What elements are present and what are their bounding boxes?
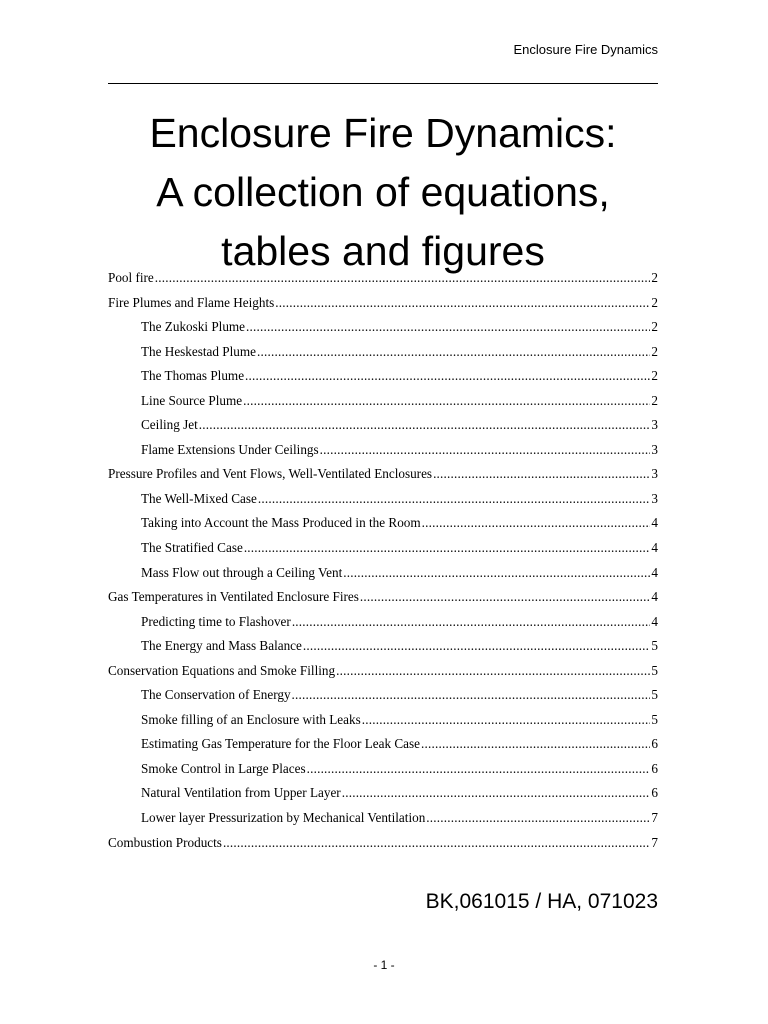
toc-entry[interactable] bbox=[108, 291, 658, 316]
toc-entry-page: 3 bbox=[651, 441, 658, 457]
toc-entry[interactable] bbox=[108, 659, 658, 684]
toc-dot-leader bbox=[155, 266, 651, 291]
toc-entry[interactable] bbox=[108, 634, 658, 659]
toc-entry-page: 4 bbox=[651, 564, 658, 580]
toc-dot-leader bbox=[258, 487, 651, 512]
toc-entry-title: Estimating Gas Temperature for the Floor Leak Case bbox=[141, 736, 420, 752]
toc-entry-title: Smoke Control in Large Places bbox=[141, 760, 306, 776]
toc-entry-page: 5 bbox=[651, 638, 658, 654]
toc-entry-page: 3 bbox=[651, 490, 658, 506]
title-line-2: A collection of equations, bbox=[156, 169, 610, 215]
toc-entry-title: Conservation Equations and Smoke Filling bbox=[108, 662, 336, 678]
toc-entry-title: The Thomas Plume bbox=[141, 368, 245, 384]
toc-entry[interactable] bbox=[108, 413, 658, 438]
toc-entry-title: The Energy and Mass Balance bbox=[141, 638, 302, 654]
toc-entry-title: The Heskestad Plume bbox=[141, 343, 256, 359]
toc-entry[interactable] bbox=[108, 315, 658, 340]
toc-entry-page: 5 bbox=[651, 662, 658, 678]
toc-entry[interactable] bbox=[108, 683, 658, 708]
toc-dot-leader bbox=[433, 462, 650, 487]
toc-dot-leader bbox=[245, 364, 650, 389]
toc-dot-leader bbox=[362, 708, 651, 733]
toc-entry[interactable] bbox=[108, 610, 658, 635]
table-of-contents bbox=[108, 266, 658, 855]
toc-entry-page: 6 bbox=[651, 760, 658, 776]
toc-entry-page: 3 bbox=[651, 417, 658, 433]
toc-entry-title: Mass Flow out through a Ceiling Vent bbox=[141, 564, 343, 580]
toc-dot-leader bbox=[343, 561, 650, 586]
toc-dot-leader bbox=[360, 585, 650, 610]
toc-entry[interactable] bbox=[108, 831, 658, 856]
toc-entry-page: 2 bbox=[651, 319, 658, 335]
toc-entry[interactable] bbox=[108, 708, 658, 733]
toc-dot-leader bbox=[292, 610, 651, 635]
toc-entry[interactable] bbox=[108, 462, 658, 487]
toc-entry-title: Ceiling Jet bbox=[141, 417, 198, 433]
toc-entry-title: Predicting time to Flashover bbox=[141, 613, 291, 629]
toc-entry-page: 3 bbox=[651, 466, 658, 482]
toc-dot-leader bbox=[320, 438, 651, 463]
toc-entry-title: Combustion Products bbox=[108, 834, 222, 850]
toc-dot-leader bbox=[292, 683, 651, 708]
toc-dot-leader bbox=[223, 831, 650, 856]
toc-entry-title: Smoke filling of an Enclosure with Leaks bbox=[141, 711, 361, 727]
toc-entry-title: Natural Ventilation from Upper Layer bbox=[141, 785, 341, 801]
toc-entry-title: Pool fire bbox=[108, 270, 154, 285]
toc-entry[interactable] bbox=[108, 438, 658, 463]
toc-entry[interactable] bbox=[108, 340, 658, 365]
toc-entry-page: 2 bbox=[651, 294, 658, 310]
toc-dot-leader bbox=[243, 389, 650, 414]
toc-entry[interactable] bbox=[108, 732, 658, 757]
toc-entry[interactable] bbox=[108, 266, 658, 291]
title-line-1: Enclosure Fire Dynamics: bbox=[149, 110, 617, 156]
toc-entry[interactable] bbox=[108, 364, 658, 389]
toc-entry[interactable] bbox=[108, 389, 658, 414]
toc-entry[interactable] bbox=[108, 487, 658, 512]
toc-dot-leader bbox=[422, 511, 651, 536]
toc-entry-title: Line Source Plume bbox=[141, 392, 243, 408]
title-line-3: tables and figures bbox=[221, 228, 545, 274]
toc-entry[interactable] bbox=[108, 585, 658, 610]
toc-dot-leader bbox=[307, 757, 651, 782]
toc-dot-leader bbox=[244, 536, 651, 561]
toc-entry-page: 6 bbox=[651, 785, 658, 801]
toc-dot-leader bbox=[303, 634, 651, 659]
toc-entry-title: Pressure Profiles and Vent Flows, Well-Ventilated Enclosures bbox=[108, 466, 433, 482]
toc-entry-title: The Stratified Case bbox=[141, 540, 243, 556]
page-number: - 1 - bbox=[373, 958, 395, 972]
toc-entry-page: 5 bbox=[651, 711, 658, 727]
toc-dot-leader bbox=[426, 806, 650, 831]
toc-entry-title: The Conservation of Energy bbox=[141, 687, 291, 703]
toc-dot-leader bbox=[336, 659, 650, 684]
toc-entry-page: 2 bbox=[651, 270, 658, 285]
toc-dot-leader bbox=[257, 340, 650, 365]
toc-entry[interactable] bbox=[108, 511, 658, 536]
toc-entry[interactable] bbox=[108, 561, 658, 586]
toc-entry-page: 2 bbox=[651, 343, 658, 359]
running-header: Enclosure Fire Dynamics bbox=[513, 42, 658, 57]
toc-dot-leader bbox=[421, 732, 650, 757]
toc-dot-leader bbox=[275, 291, 650, 316]
toc-entry-page: 7 bbox=[651, 834, 658, 850]
toc-entry-page: 4 bbox=[651, 515, 658, 531]
toc-entry-title: The Zukoski Plume bbox=[141, 319, 246, 335]
toc-entry-title: Gas Temperatures in Ventilated Enclosure Fires bbox=[108, 589, 359, 605]
header-rule bbox=[108, 83, 658, 84]
toc-dot-leader bbox=[199, 413, 651, 438]
toc-entry[interactable] bbox=[108, 536, 658, 561]
toc-entry[interactable] bbox=[108, 757, 658, 782]
toc-entry-page: 2 bbox=[651, 392, 658, 408]
toc-entry-title: Lower layer Pressurization by Mechanical Ventilation bbox=[141, 810, 426, 826]
toc-dot-leader bbox=[342, 781, 651, 806]
document-title bbox=[108, 104, 658, 281]
author-dates: BK,061015 / HA, 071023 bbox=[425, 890, 658, 913]
toc-entry-title: The Well-Mixed Case bbox=[141, 490, 257, 506]
toc-entry-title: Flame Extensions Under Ceilings bbox=[141, 441, 319, 457]
toc-entry[interactable] bbox=[108, 806, 658, 831]
toc-entry-title: Fire Plumes and Flame Heights bbox=[108, 294, 275, 310]
toc-entry-page: 2 bbox=[651, 368, 658, 384]
toc-entry[interactable] bbox=[108, 781, 658, 806]
toc-entry-page: 6 bbox=[651, 736, 658, 752]
toc-entry-page: 4 bbox=[651, 540, 658, 556]
toc-entry-title: Taking into Account the Mass Produced in the Room bbox=[141, 515, 421, 531]
toc-entry-page: 5 bbox=[651, 687, 658, 703]
toc-entry-page: 4 bbox=[651, 613, 658, 629]
toc-entry-page: 7 bbox=[651, 810, 658, 826]
toc-dot-leader bbox=[246, 315, 650, 340]
toc-entry-page: 4 bbox=[651, 589, 658, 605]
